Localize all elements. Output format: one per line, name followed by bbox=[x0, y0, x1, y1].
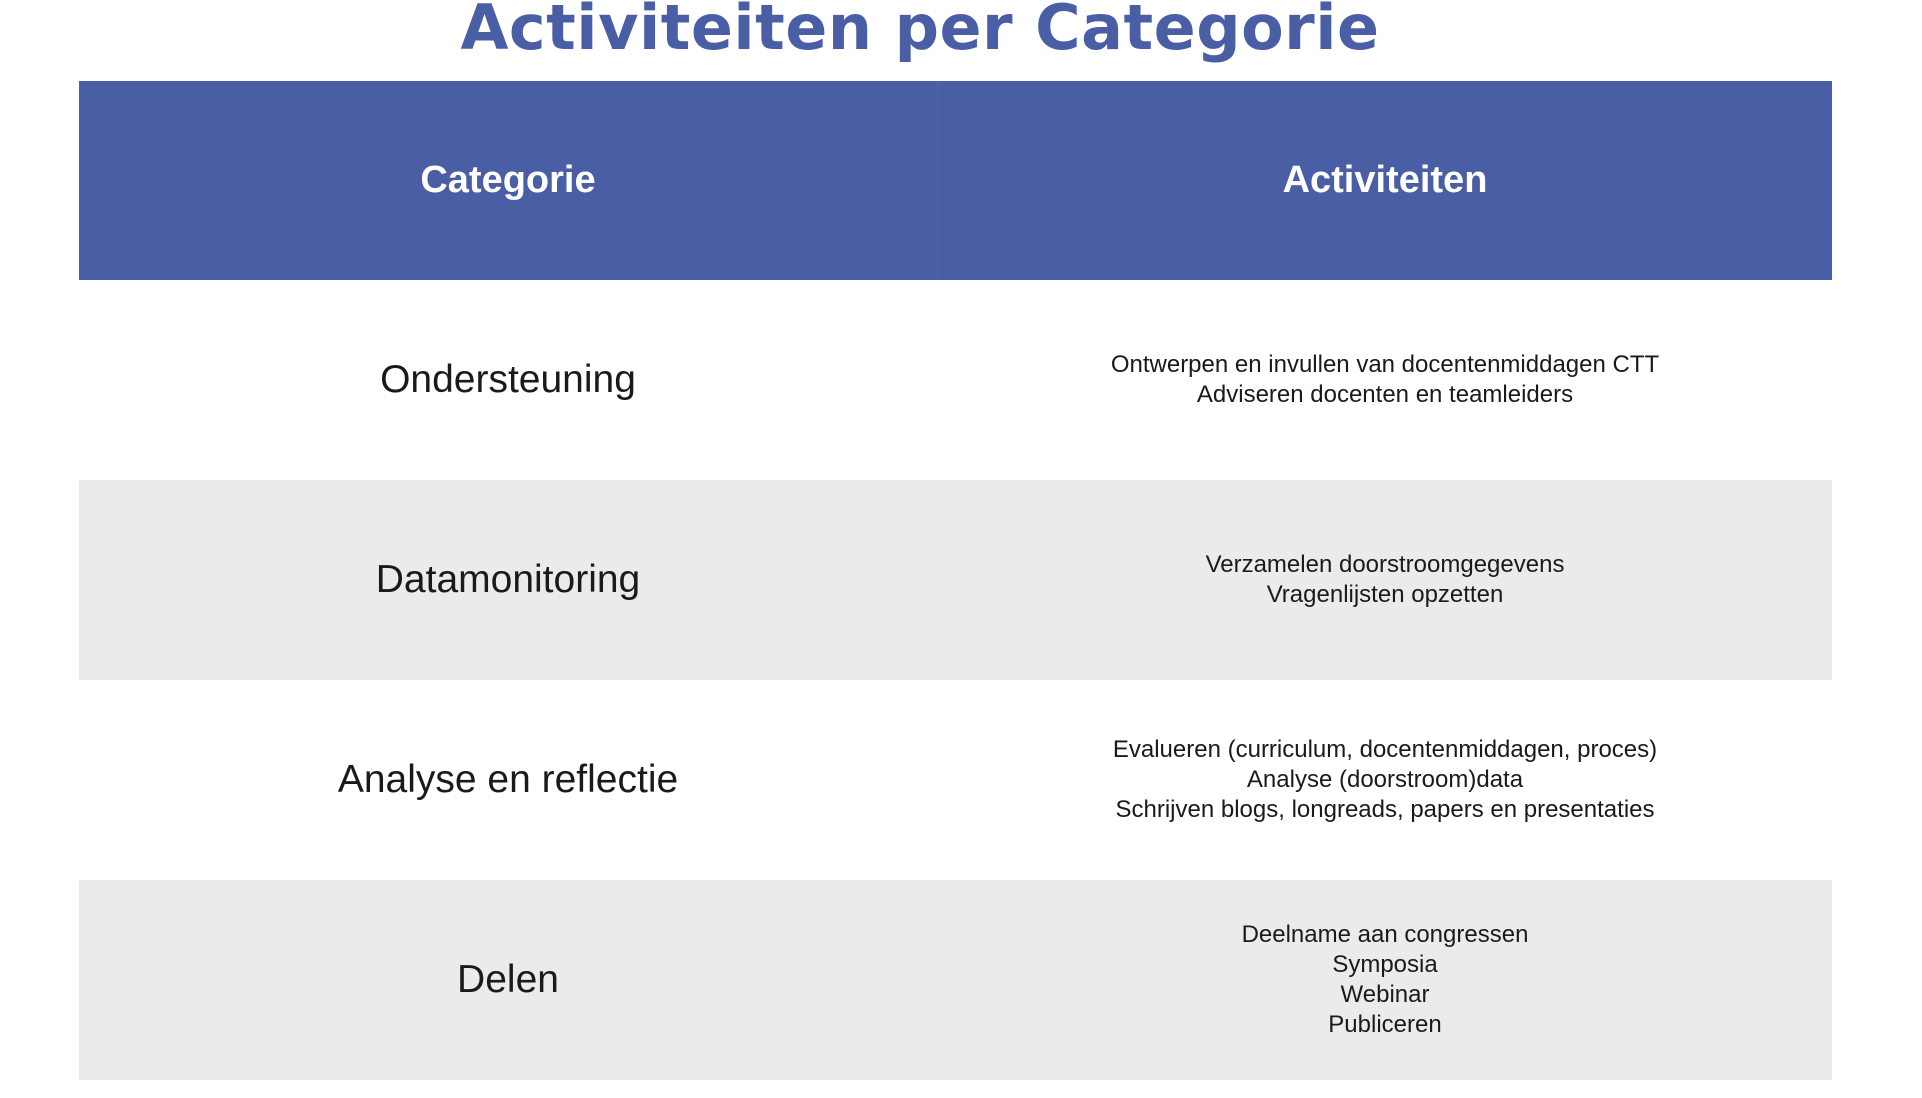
activity-item: Verzamelen doorstroomgegevens bbox=[1205, 551, 1565, 578]
activities-cell bbox=[938, 680, 1832, 880]
activity-item: Symposia bbox=[1332, 951, 1438, 978]
activities-cell bbox=[938, 280, 1832, 480]
category-cell: Analyse en reflectie bbox=[337, 758, 679, 801]
activity-item: Deelname aan congressen bbox=[1241, 921, 1529, 948]
table-row bbox=[79, 480, 1832, 680]
activity-item: Evalueren (curriculum, docentenmiddagen, proces) bbox=[1112, 736, 1658, 763]
activities-cell bbox=[938, 880, 1832, 1080]
header-activities: Activiteiten bbox=[1282, 159, 1488, 201]
category-cell: Delen bbox=[457, 958, 559, 1001]
page-title: Activiteiten per Categorie bbox=[460, 0, 1380, 64]
activity-item: Webinar bbox=[1340, 981, 1430, 1008]
category-table bbox=[79, 81, 1832, 1080]
activity-item: Publiceren bbox=[1328, 1011, 1442, 1038]
activity-item: Adviseren docenten en teamleiders bbox=[1196, 381, 1574, 408]
header-category: Categorie bbox=[420, 159, 596, 201]
activities-cell bbox=[938, 480, 1832, 680]
activity-item: Schrijven blogs, longreads, papers en presentaties bbox=[1115, 796, 1655, 823]
table-row bbox=[79, 280, 1832, 480]
activity-item: Analyse (doorstroom)data bbox=[1246, 766, 1524, 793]
table-header-row bbox=[79, 81, 1832, 280]
category-cell: Ondersteuning bbox=[380, 358, 636, 401]
activity-item: Vragenlijsten opzetten bbox=[1266, 581, 1504, 608]
activity-item: Ontwerpen en invullen van docentenmiddagen CTT bbox=[1110, 351, 1660, 378]
category-cell: Datamonitoring bbox=[375, 558, 641, 601]
table-row bbox=[79, 680, 1832, 880]
table-row bbox=[79, 880, 1832, 1080]
